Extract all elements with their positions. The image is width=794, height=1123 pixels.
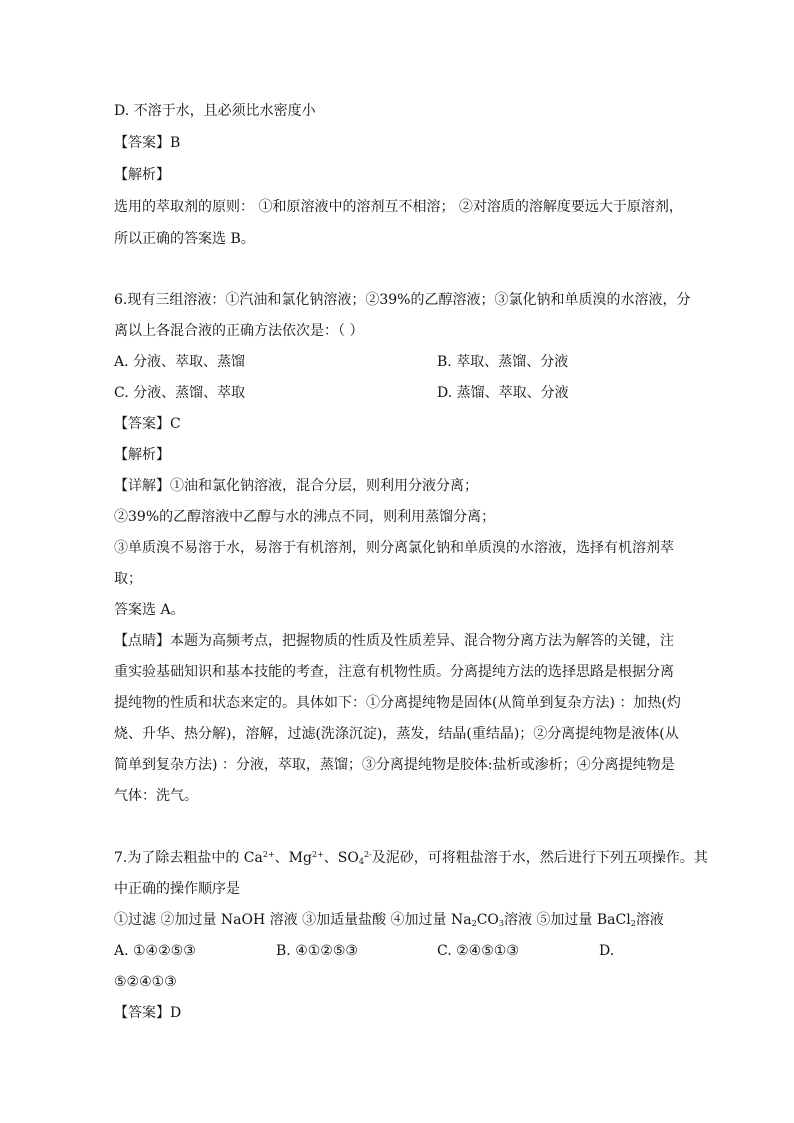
q7-operations (114, 910, 664, 930)
q6-answer: 【答案】C (114, 416, 181, 432)
q5-analysis-line-1: 选用的萃取剂的原则： ①和原溶液中的溶剂互不相溶； ②对溶质的溶解度要远大于原溶剂， (114, 199, 683, 215)
q6-conclusion: 答案选 A。 (114, 602, 185, 618)
mg-charge: 2+ (311, 850, 324, 859)
q5-option-d: D. 不溶于水，且必须比水密度小 (114, 103, 316, 119)
q6-detail-line-3a: ③单质溴不易溶于水，易溶于有机溶剂，则分离氯化钠和单质溴的水溶液，选择有机溶剂萃 (114, 540, 674, 556)
q7-option-a: A. ①④②⑤③ (114, 943, 196, 959)
q6-option-c: C. 分液、蒸馏、萃取 (114, 385, 246, 401)
q6-detail-line-1: 【详解】①油和氯化钠溶液，混合分层，则利用分液分离； (114, 478, 478, 494)
q6-option-a: A. 分液、萃取、蒸馏 (114, 354, 246, 370)
q6-tip-line-1: 【点睛】本题为高频考点，把握物质的性质及性质差异、混合物分离方法为解答的关键，注 (114, 633, 674, 649)
q6-detail-line-2: ②39%的乙醇溶液中乙醇与水的沸点不同，则利用蒸馏分离； (114, 509, 496, 525)
so4-charge: 2- (363, 850, 372, 859)
q5-answer: 【答案】B (114, 135, 181, 151)
q7-ops-co: CO (476, 912, 499, 928)
q7-stem-line-1 (114, 848, 708, 868)
q6-detail-line-3b: 取； (114, 571, 142, 587)
q7-option-d-value: ⑤②④①③ (114, 974, 177, 990)
q7-ops-part-2: 溶液 ⑤加过量 BaCl (503, 912, 631, 928)
na2co3-subscript-2: 2 (471, 919, 477, 928)
q7-option-d-label: D. (599, 943, 615, 959)
q7-stem-suffix: 及泥砂，可将粗盐溶于水，然后进行下列五项操作。其 (371, 850, 708, 866)
so4-subscript: 4 (358, 857, 364, 866)
q7-answer: 【答案】D (114, 1005, 182, 1021)
q6-stem-line-2: 离以上各混合液的正确方法依次是：（ ） (114, 323, 364, 339)
q7-option-c: C. ②④⑤①③ (437, 943, 519, 959)
q7-stem-line-2: 中正确的操作顺序是 (114, 881, 240, 897)
q7-sep-1: 、Mg (274, 850, 312, 866)
bacl2-subscript: 2 (630, 919, 636, 928)
q6-tip-line-5: 简单到复杂方法) ：分液，萃取，蒸馏；③分离提纯物是胶体:盐析或渗析；④分离提纯物是 (114, 757, 675, 773)
q7-sep-2: 、SO (323, 850, 359, 866)
q6-tip-line-3: 提纯物的性质和状态来定的。具体如下：①分离提纯物是固体(从简单到复杂方法) ：加热(灼 (114, 695, 681, 711)
q5-analysis-label: 【解析】 (114, 167, 170, 183)
q7-stem-prefix: 7.为了除去粗盐中的 Ca (114, 850, 263, 866)
q6-stem-line-1: 6.现有三组溶液：①汽油和氯化钠溶液；②39%的乙醇溶液；③氯化钠和单质溴的水溶液，分 (114, 292, 691, 308)
q6-analysis-label: 【解析】 (114, 447, 170, 463)
q6-option-d: D. 蒸馏、萃取、分液 (437, 385, 569, 401)
ca-charge: 2+ (262, 850, 275, 859)
q6-tip-line-6: 气体：洗气。 (114, 788, 198, 804)
q7-ops-part-3: 溶液 (635, 912, 664, 928)
q6-option-b: B. 萃取、蒸馏、分液 (437, 354, 569, 370)
q6-tip-line-4: 烧、升华、热分解)，溶解，过滤(洗涤沉淀)，蒸发，结晶(重结晶)；②分离提纯物是液体(从 (114, 726, 679, 742)
na2co3-subscript-3: 3 (498, 919, 504, 928)
q6-tip-line-2: 重实验基础知识和基本技能的考查，注意有机物性质。分离提纯方法的选择思路是根据分离 (114, 664, 674, 680)
q5-analysis-line-2: 所以正确的答案选 B。 (114, 231, 255, 247)
q7-ops-part-1: ①过滤 ②加过量 NaOH 溶液 ③加适量盐酸 ④加过量 Na (114, 912, 472, 928)
q7-option-b: B. ④①②⑤③ (276, 943, 358, 959)
